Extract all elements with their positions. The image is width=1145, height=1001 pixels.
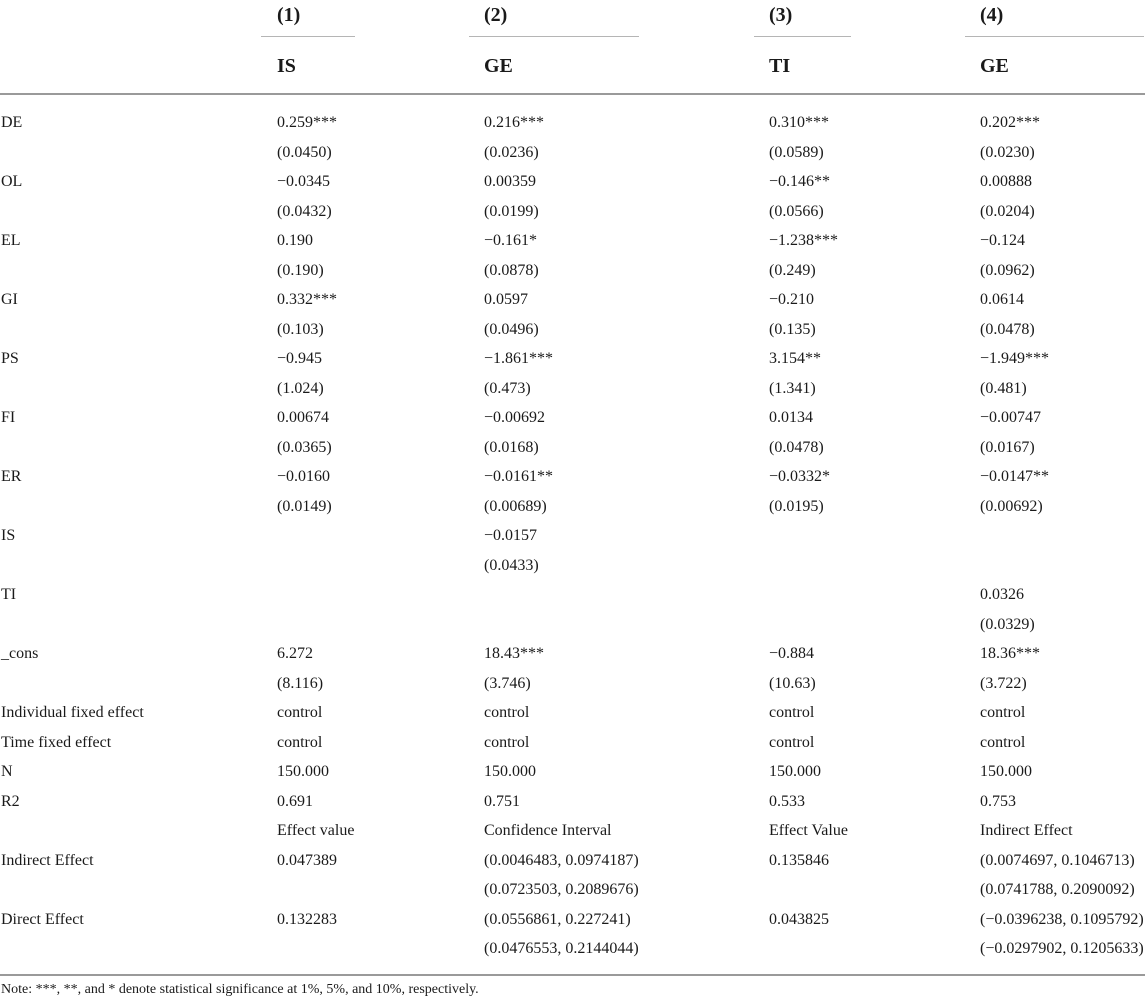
table-cell: −0.0160 [277, 468, 331, 485]
table-cell: (0.0204) [980, 202, 1035, 220]
table-row [0, 433, 1145, 463]
row-label: PS [1, 350, 19, 367]
table-cell: 0.753 [980, 792, 1016, 810]
table-cell: −0.0157 [484, 527, 538, 544]
table-cell: (0.0478) [980, 320, 1035, 338]
table-row [0, 285, 1145, 315]
table-row [0, 728, 1145, 758]
table-cell: control [980, 704, 1026, 721]
table-cell: (8.116) [277, 674, 324, 692]
table-cell: 0.047389 [277, 851, 337, 869]
table-cell: 0.135846 [769, 851, 829, 869]
table-cell: −0.210 [769, 291, 815, 308]
table-cell: −0.161* [484, 232, 538, 249]
table-cell: −1.861*** [484, 350, 554, 367]
table-row [0, 197, 1145, 227]
table-cell: (0.0878) [484, 261, 539, 279]
table-row [0, 757, 1145, 787]
table-row [0, 403, 1145, 433]
table-cell: (0.0476553, 0.2144044) [484, 940, 639, 957]
table-cell: (0.0741788, 0.2090092) [980, 881, 1135, 898]
table-row [0, 905, 1145, 935]
table-cell: 0.00359 [484, 173, 536, 190]
table-row [0, 698, 1145, 728]
table-row [0, 610, 1145, 640]
column-rule-4 [965, 36, 1144, 37]
table-cell: (0.0149) [277, 497, 332, 515]
table-cell: (0.0195) [769, 497, 824, 515]
table-cell: 0.190 [277, 232, 313, 249]
table-cell: 150.000 [769, 763, 821, 780]
table-cell: (1.024) [277, 379, 324, 397]
table-cell: (0.0433) [484, 556, 539, 574]
table-row [0, 875, 1145, 905]
table-cell: (0.0723503, 0.2089676) [484, 881, 639, 898]
column-number-4: (4) [980, 4, 1004, 26]
table-cell: (0.0046483, 0.0974187) [484, 851, 639, 869]
table-cell: (0.0329) [980, 615, 1035, 633]
table-cell: (0.0167) [980, 438, 1035, 456]
table-cell: 150.000 [980, 763, 1032, 780]
table-cell: 0.533 [769, 792, 805, 810]
table-cell: Indirect Effect [980, 822, 1073, 839]
table-cell: (0.0566) [769, 202, 824, 220]
table-cell: Effect Value [769, 822, 848, 839]
table-cell: 150.000 [277, 763, 329, 780]
table-cell: 0.00674 [277, 409, 329, 426]
table-row [0, 138, 1145, 168]
table-cell: 0.0597 [484, 291, 528, 308]
table-row [0, 226, 1145, 256]
table-cell: 0.751 [484, 792, 520, 810]
table-cell: (0.0199) [484, 202, 539, 220]
table-row [0, 374, 1145, 404]
table-cell: control [769, 704, 815, 721]
table-cell: (0.0450) [277, 143, 332, 161]
table-cell: (10.63) [769, 674, 816, 692]
row-label: FI [1, 409, 16, 426]
table-cell: −1.949*** [980, 350, 1050, 367]
column-title-4: GE [980, 55, 1009, 77]
row-label: DE [1, 114, 23, 131]
row-label: Indirect Effect [1, 851, 94, 869]
table-cell: −0.0147** [980, 468, 1050, 485]
table-cell: −0.884 [769, 645, 815, 662]
table-cell: (0.0074697, 0.1046713) [980, 851, 1135, 869]
table-cell: control [484, 733, 530, 751]
table-cell: (0.00689) [484, 497, 547, 515]
table-row [0, 787, 1145, 817]
table-row [0, 816, 1145, 846]
table-cell: (0.0478) [769, 438, 824, 456]
table-cell: (−0.0297902, 0.1205633) [980, 940, 1144, 957]
table-cell: 0.0326 [980, 586, 1024, 603]
table-row [0, 521, 1145, 551]
table-cell: −0.146** [769, 173, 831, 190]
table-cell: 6.272 [277, 645, 313, 662]
table-cell: 0.202*** [980, 114, 1040, 131]
table-cell: control [277, 704, 323, 721]
table-cell: −0.00692 [484, 409, 546, 426]
table-cell: (0.0236) [484, 143, 539, 161]
table-cell: −0.0161** [484, 468, 554, 485]
table-row [0, 108, 1145, 138]
table-row [0, 934, 1145, 964]
table-cell: (−0.0396238, 0.1095792) [980, 910, 1144, 928]
table-cell: 0.332*** [277, 291, 337, 308]
column-rule-3 [754, 36, 851, 37]
table-cell: (0.00692) [980, 497, 1043, 515]
table-cell: 0.043825 [769, 910, 829, 928]
table-cell: 0.691 [277, 792, 313, 810]
table-row [0, 344, 1145, 374]
table-cell: Effect value [277, 822, 355, 839]
table-cell: (0.0589) [769, 143, 824, 161]
table-cell: −0.945 [277, 350, 323, 367]
header-rule [0, 93, 1145, 95]
table-body [0, 108, 1145, 964]
table-cell: 18.36*** [980, 645, 1040, 662]
row-label: Direct Effect [1, 910, 84, 928]
row-label: GI [1, 291, 18, 308]
table-cell: 0.132283 [277, 910, 337, 928]
column-title-2: GE [484, 55, 513, 77]
column-rule-1 [261, 36, 355, 37]
table-row [0, 315, 1145, 345]
row-label: N [1, 763, 13, 780]
table-cell: (0.0556861, 0.227241) [484, 910, 631, 928]
table-cell: Confidence Interval [484, 822, 612, 839]
table-row [0, 462, 1145, 492]
table-cell: (0.190) [277, 261, 324, 279]
column-number-1: (1) [277, 4, 301, 26]
row-label: TI [1, 586, 17, 603]
table-cell: (0.0496) [484, 320, 539, 338]
table-note: Note: ***, **, and * denote statistical significance at 1%, 5%, and 10%, respectively. [1, 982, 479, 997]
table-cell: (1.341) [769, 379, 816, 397]
row-label: Time fixed effect [1, 733, 112, 751]
table-cell: 0.0134 [769, 409, 813, 426]
table-row [0, 492, 1145, 522]
column-title-3: TI [769, 55, 791, 77]
table-row [0, 846, 1145, 876]
table-cell: control [277, 733, 323, 751]
table-cell: 0.310*** [769, 114, 829, 131]
row-label: _cons [1, 645, 39, 662]
table-cell: (3.746) [484, 674, 531, 692]
table-cell: (0.0168) [484, 438, 539, 456]
column-number-2: (2) [484, 4, 508, 26]
table-cell: −1.238*** [769, 232, 839, 249]
table-cell: (0.103) [277, 320, 324, 338]
row-label: OL [1, 173, 23, 190]
table-cell: control [484, 704, 530, 721]
table-cell: (0.481) [980, 379, 1027, 397]
table-cell: (3.722) [980, 674, 1027, 692]
table-row [0, 167, 1145, 197]
table-cell: (0.0230) [980, 143, 1035, 161]
table-cell: 18.43*** [484, 645, 544, 662]
row-label: Individual fixed effect [1, 704, 144, 721]
table-cell: 150.000 [484, 763, 536, 780]
row-label: IS [1, 527, 16, 544]
table-cell: control [769, 733, 815, 751]
table-row [0, 256, 1145, 286]
table-cell: (0.249) [769, 261, 816, 279]
column-number-3: (3) [769, 4, 793, 26]
column-rule-2 [469, 36, 639, 37]
footer-rule [0, 974, 1145, 976]
table-header [0, 0, 1145, 95]
row-label: EL [1, 232, 21, 249]
table-cell: 0.259*** [277, 114, 337, 131]
table-cell: 0.00888 [980, 173, 1032, 190]
table-cell: (0.0962) [980, 261, 1035, 279]
table-cell: 3.154** [769, 350, 821, 367]
table-cell: (0.0432) [277, 202, 332, 220]
table-row [0, 551, 1145, 581]
table-cell: (0.135) [769, 320, 816, 338]
table-cell: −0.00747 [980, 409, 1042, 426]
row-label: R2 [1, 792, 20, 810]
table-row [0, 639, 1145, 669]
table-cell: −0.0345 [277, 173, 331, 190]
row-label: ER [1, 468, 22, 485]
table-cell: control [980, 733, 1026, 751]
table-cell: (0.473) [484, 379, 531, 397]
column-title-1: IS [277, 55, 296, 77]
table-cell: −0.124 [980, 232, 1026, 249]
table-row [0, 669, 1145, 699]
table-cell: 0.216*** [484, 114, 544, 131]
table-cell: −0.0332* [769, 468, 831, 485]
table-cell: (0.0365) [277, 438, 332, 456]
table-cell: 0.0614 [980, 291, 1024, 308]
table-row [0, 580, 1145, 610]
